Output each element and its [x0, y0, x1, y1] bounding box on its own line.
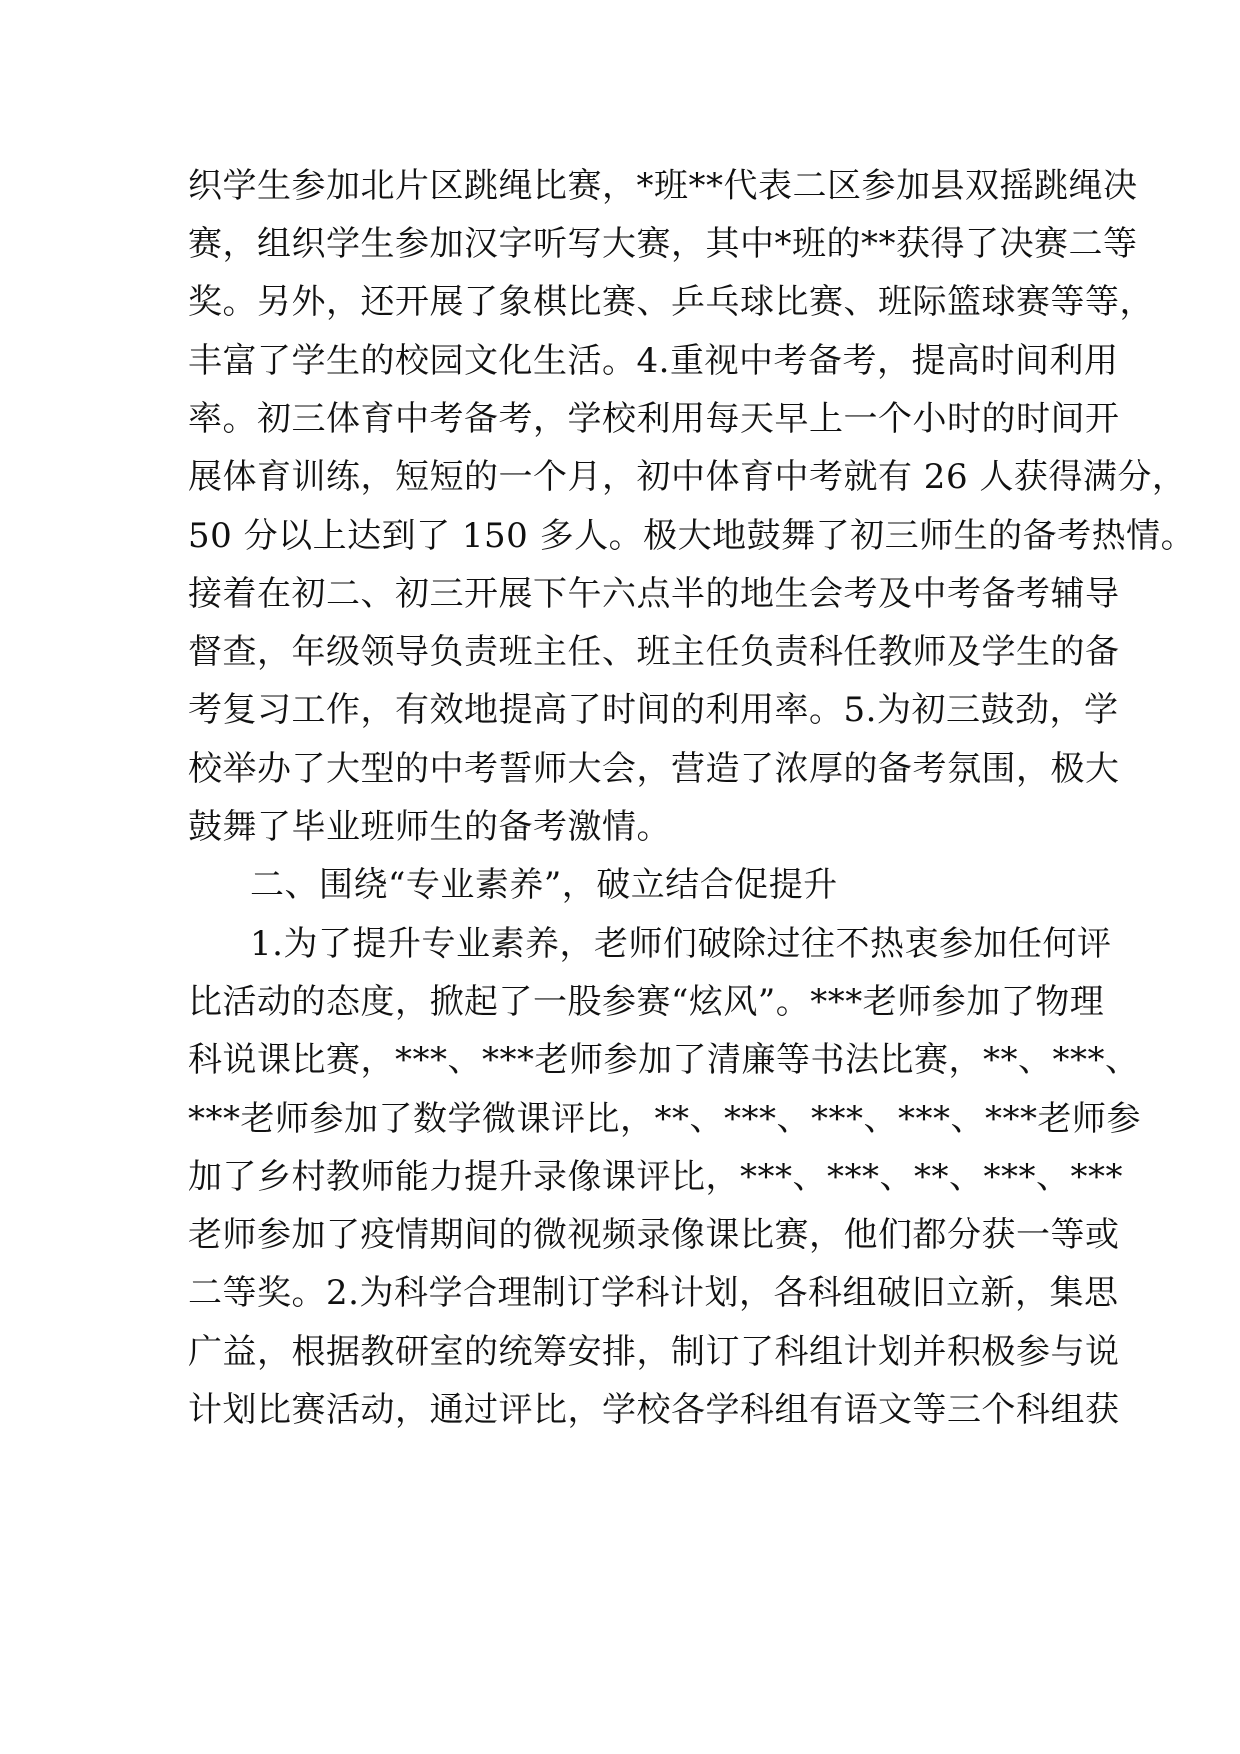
- text-line-11: 校举办了大型的中考誓师大会，营造了浓厚的备考氛围，极大: [188, 749, 1120, 789]
- text-line-21: 广益，根据教研室的统筹安排，制订了科组计划并积极参与说: [188, 1332, 1120, 1372]
- text-line-16: 科说课比赛，***、***老师参加了清廉等书法比赛，**、***、: [188, 1040, 1140, 1080]
- section-heading: 二、围绕“专业素养”，破立结合促提升: [250, 865, 838, 905]
- text-line-4: 丰富了学生的校园文化生活。4.重视中考备考，提高时间利用: [188, 341, 1119, 381]
- text-line-6: 展体育训练，短短的一个月，初中体育中考就有 26 人获得满分，: [188, 457, 1187, 497]
- text-line-20: 二等奖。2.为科学合理制订学科计划，各科组破旧立新，集思: [188, 1273, 1119, 1313]
- text-line-5: 率。初三体育中考备考，学校利用每天早上一个小时的时间开: [188, 399, 1120, 439]
- text-line-14: 1.为了提升专业素养，老师们破除过往不热衷参加任何评: [250, 924, 1112, 964]
- text-line-22: 计划比赛活动，通过评比，学校各学科组有语文等三个科组获: [188, 1390, 1120, 1430]
- text-line-2: 赛，组织学生参加汉字听写大赛，其中*班的**获得了决赛二等: [188, 224, 1138, 264]
- text-line-18: 加了乡村教师能力提升录像课评比，***、***、**、***、***: [188, 1157, 1123, 1197]
- text-line-17: ***老师参加了数学微课评比，**、***、***、***、***老师参: [188, 1099, 1141, 1139]
- text-line-9: 督查，年级领导负责班主任、班主任负责科任教师及学生的备: [188, 632, 1120, 672]
- text-line-19: 老师参加了疫情期间的微视频录像课比赛，他们都分获一等或: [188, 1215, 1120, 1255]
- text-line-1: 织学生参加北片区跳绳比赛，*班**代表二区参加县双摇跳绳决: [188, 166, 1138, 206]
- text-line-7: 50 分以上达到了 150 多人。极大地鼓舞了初三师生的备考热情。: [188, 516, 1196, 556]
- text-line-12: 鼓舞了毕业班师生的备考激情。: [188, 807, 671, 847]
- text-line-3: 奖。另外，还开展了象棋比赛、乒乓球比赛、班际篮球赛等等，: [188, 282, 1154, 322]
- text-line-15: 比活动的态度，掀起了一股参赛“炫风”。***老师参加了物理: [188, 982, 1105, 1022]
- text-line-8: 接着在初二、初三开展下午六点半的地生会考及中考备考辅导: [188, 574, 1120, 614]
- text-line-10: 考复习工作，有效地提高了时间的利用率。5.为初三鼓劲，学: [188, 690, 1119, 730]
